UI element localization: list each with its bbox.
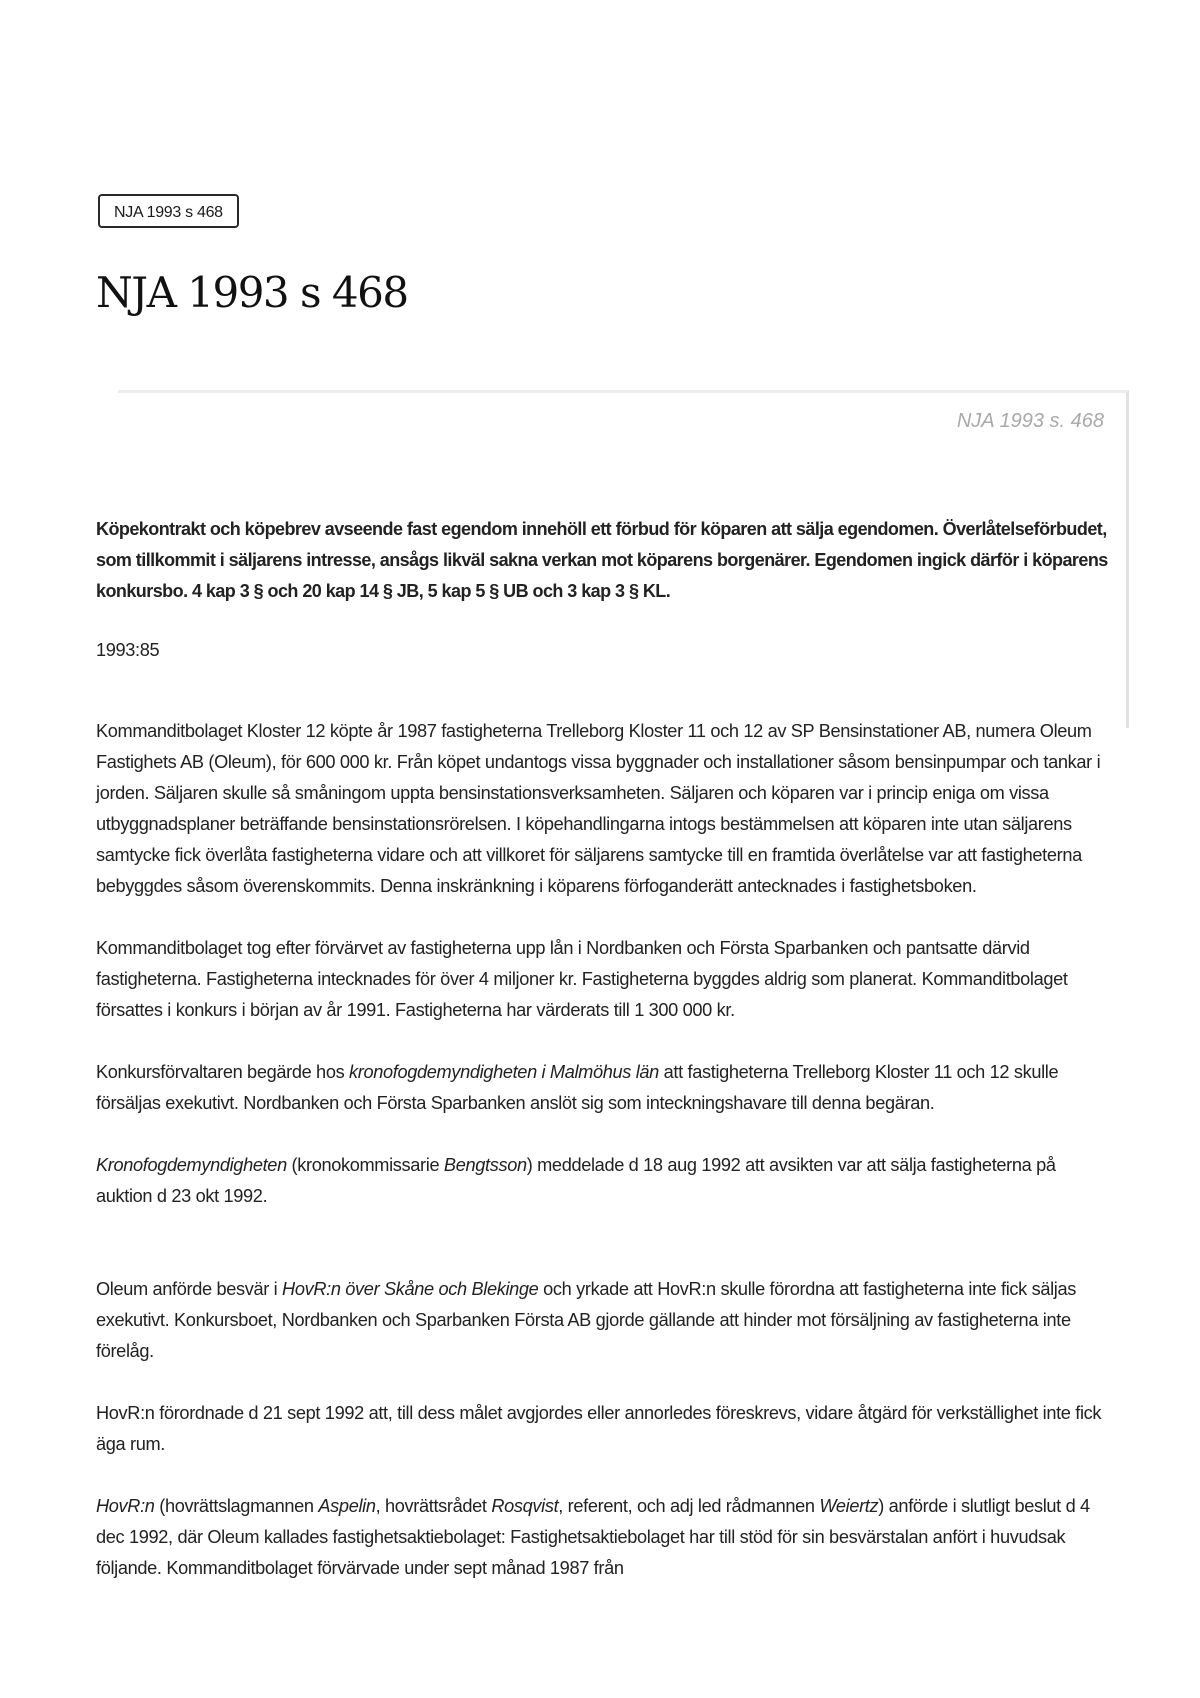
- paragraph-3: Konkursförvaltaren begärde hos kronofogdemyndigheten i Malmöhus län att fastigheterna Trelleborg Kloster 11 och 12 skulle försäljas exekutivt. Nordbanken och Första Sparbanken anslöt sig som inteckningshavare till denna begäran.: [96, 1062, 1059, 1113]
- page-title: NJA 1993 s 468: [96, 268, 408, 317]
- paragraph-1: Kommanditbolaget Kloster 12 köpte år 1987 fastigheterna Trelleborg Kloster 11 och 12 av SP Bensinstationer AB, numera Oleum Fastighets AB (Oleum), för 600 000 kr. Från köpet undantogs vissa byggnader och installationer såsom bensinpumpar och tankar i jorden. Säljaren skulle så småningom uppta bensinstationsverksamheten. Säljaren och köparen var i princip eniga om vissa utbyggnadsplaner beträffande bensinstationsrörelsen. I köpehandlingarna intogs bestämmelsen att köparen inte utan säljarens samtycke fick överlåta fastigheterna vidare och att villkoret för säljarens samtycke till en framtida överlåtelse var att fastigheterna bebyggdes såsom överenskommits. Denna inskränkning i köparens förfoganderätt antecknades i fastighetsboken.: [96, 721, 1101, 896]
- paragraph-2: Kommanditbolaget tog efter förvärvet av fastigheterna upp lån i Nordbanken och Första Sparbanken och pantsatte därvid fastigheterna. Fastigheterna intecknades för över 4 miljoner kr. Fastigheterna byggdes aldrig som planerat. Kommanditbolaget försattes i konkurs i början av år 1991. Fastigheterna har värderats till 1 300 000 kr.: [96, 938, 1068, 1020]
- case-number-text: 1993:85: [96, 640, 160, 660]
- summary-text: Köpekontrakt och köpebrev avseende fast egendom innehöll ett förbud för köparen att sälja egendomen. Överlåtelseförbudet, som tillkommit i säljarens intresse, ansågs likväl sakna verkan mot köparens borgenärer. Egendomen ingick därför i köparens konkursbo. 4 kap 3 § och 20 kap 14 § JB, 5 kap 5 § UB och 3 kap 3 § KL.: [96, 519, 1108, 601]
- case-body: [96, 716, 1116, 1615]
- paragraph-7: HovR:n (hovrättslagmannen Aspelin, hovrättsrådet Rosqvist, referent, och adj led rådmannen Weiertz) anförde i slutligt beslut d 4 dec 1992, där Oleum kallades fastighetsaktiebolaget: Fastighetsaktiebolaget har till stöd för sin besvärstalan anfört i huvudsak följande. Kommanditbolaget förvärvade under sept månad 1987 från: [96, 1496, 1090, 1578]
- paragraph-5: Oleum anförde besvär i HovR:n över Skåne och Blekinge och yrkade att HovR:n skulle förordna att fastigheterna inte fick säljas exekutivt. Konkursboet, Nordbanken och Sparbanken Första AB gjorde gällande att hinder mot försäljning av fastigheterna inte förelåg.: [96, 1279, 1076, 1361]
- case-summary: [96, 514, 1116, 607]
- case-reference: NJA 1993 s. 468: [956, 410, 1104, 432]
- case-number: [96, 635, 1116, 666]
- paragraph-6: HovR:n förordnade d 21 sept 1992 att, till dess målet avgjordes eller annorledes föreskrevs, vidare åtgärd för verkställighet inte fick äga rum.: [96, 1403, 1102, 1454]
- paragraph-4: Kronofogdemyndigheten (kronokommissarie Bengtsson) meddelade d 18 aug 1992 att avsikten var att sälja fastigheterna på auktion d 23 okt 1992.: [96, 1155, 1056, 1206]
- document-tag: NJA 1993 s 468: [98, 194, 239, 228]
